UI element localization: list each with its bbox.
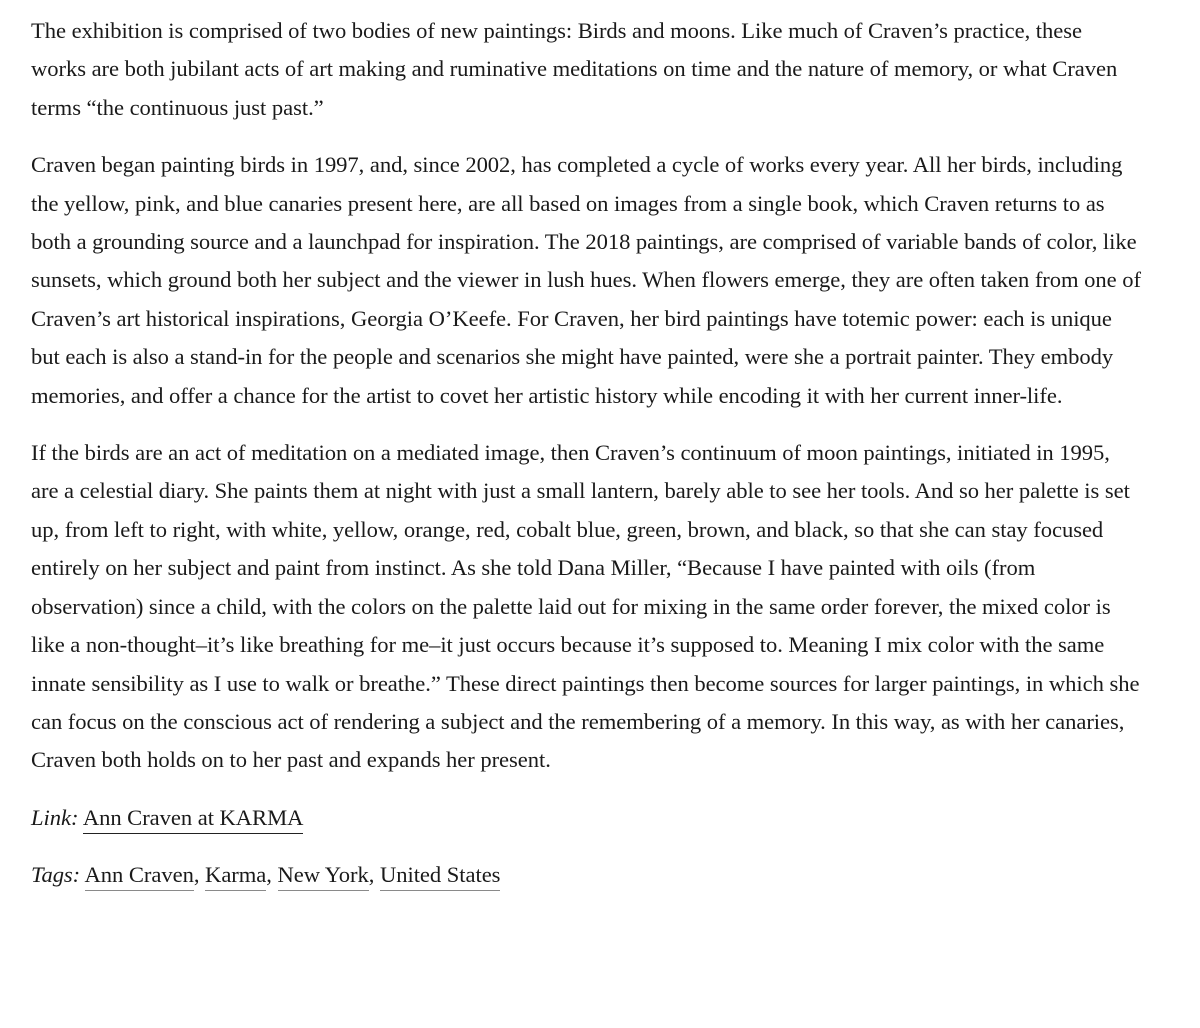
tag-united-states[interactable]: United States bbox=[380, 862, 500, 891]
article-body bbox=[31, 12, 1141, 895]
paragraph-moons: If the birds are an act of meditation on a mediated image, then Craven’s continuum of moon paintings, initiated in 1995, are a celestial diary. She paints them at night with just a small lantern, barely able to see her tools. And so her palette is set up, from left to right, with white, yellow, orange, red, cobalt blue, green, brown, and black, so that she can stay focused entirely on her subject and paint from instinct. As she told Dana Miller, “Because I have painted with oils (from observation) since a child, with the colors on the palette laid out for mixing in the same order forever, the mixed color is like a non-thought–it’s like breathing for me–it just occurs because it’s supposed to. Meaning I mix color with the same innate sensibility as I use to walk or breathe.” These direct paintings then become sources for larger paintings, in which she can focus on the conscious act of rendering a subject and the remembering of a memory. In this way, as with her canaries, Craven both holds on to her past and expands her present. bbox=[31, 440, 1140, 773]
tag-new-york[interactable]: New York bbox=[278, 862, 369, 891]
paragraph-intro: The exhibition is comprised of two bodies of new paintings: Birds and moons. Like much of Craven’s practice, these works are both jubilant acts of art making and ruminative meditations on time and the nature of memory, or what Craven terms “the continuous just past.” bbox=[31, 18, 1118, 120]
tags-label: Tags: bbox=[31, 862, 81, 888]
tag-separator: , bbox=[193, 862, 200, 888]
link-label: Link: bbox=[31, 804, 79, 830]
tag-karma[interactable]: Karma bbox=[205, 862, 266, 891]
tags-row bbox=[31, 856, 1141, 894]
paragraph-birds: Craven began painting birds in 1997, and, since 2002, has completed a cycle of works every year. All her birds, including the yellow, pink, and blue canaries present here, are all based on images from a single book, which Craven returns to as both a grounding source and a launchpad for inspiration. The 2018 paintings, are comprised of variable bands of color, like sunsets, which ground both her subject and the viewer in lush hues. When flowers emerge, they are often taken from one of Craven’s art historical inspirations, Georgia O’Keefe. For Craven, her bird paintings have totemic power: each is unique but each is also a stand-in for the people and scenarios she might have painted, were she a portrait painter. They embody memories, and offer a chance for the artist to covet her artistic history while encoding it with her current inner-life. bbox=[31, 152, 1141, 408]
link-row bbox=[31, 799, 1141, 837]
tag-ann-craven[interactable]: Ann Craven bbox=[85, 862, 194, 891]
tag-separator: , bbox=[266, 862, 272, 888]
exhibition-link[interactable]: Ann Craven at KARMA bbox=[83, 805, 304, 834]
tag-separator: , bbox=[368, 862, 375, 888]
